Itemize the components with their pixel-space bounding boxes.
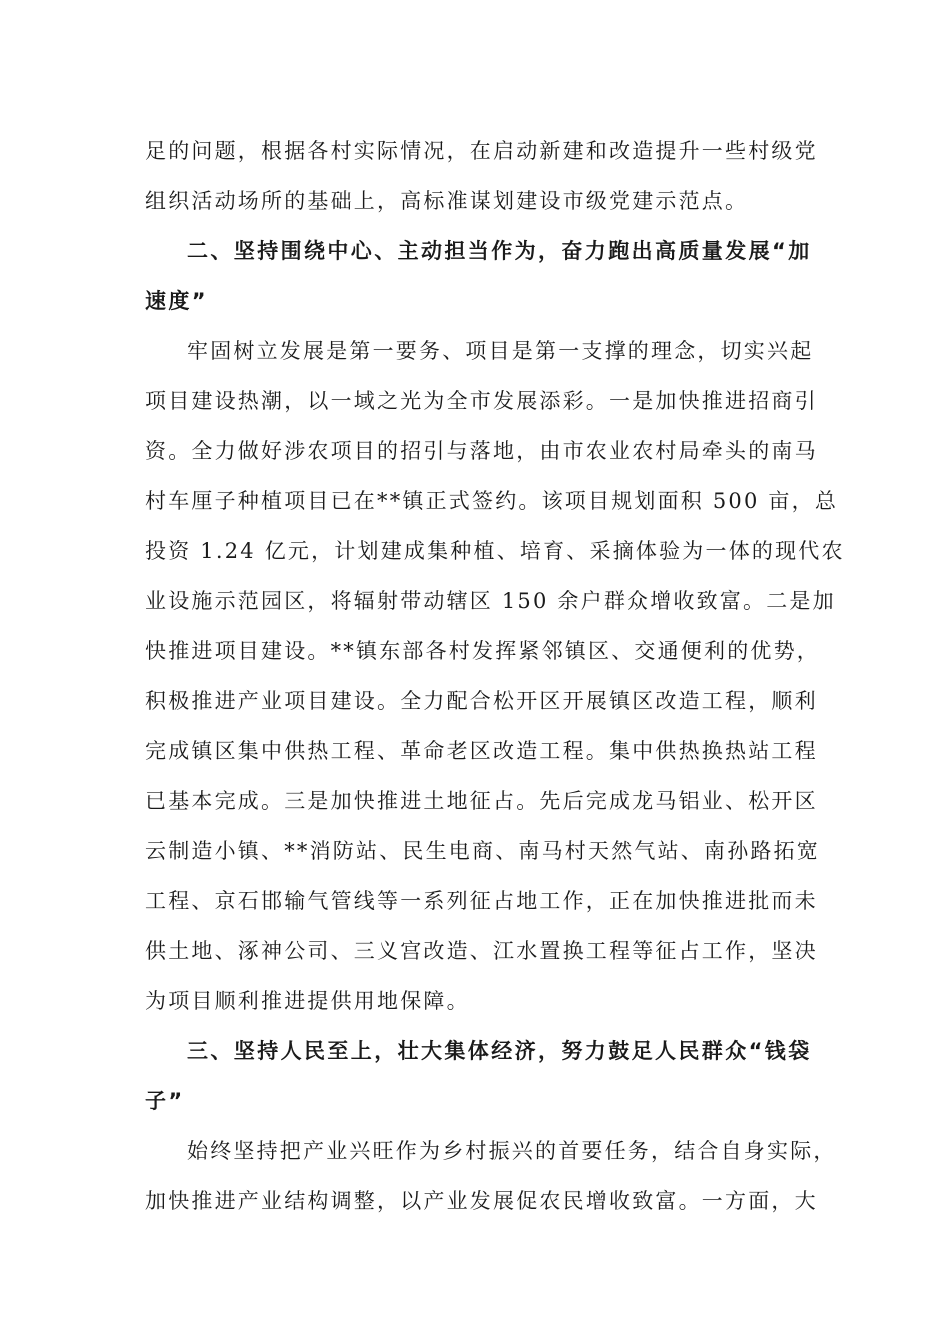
body-text-line: 投资 1.24 亿元，计划建成集种植、培育、采摘体验为一体的现代农 [145, 539, 845, 563]
body-text-line: 供土地、涿神公司、三义宫改造、江水置换工程等征占工作，坚决 [145, 939, 818, 963]
body-text-line: 云制造小镇、**消防站、民生电商、南马村天然气站、南孙路拓宽 [145, 839, 820, 863]
body-text-line: 积极推进产业项目建设。全力配合松开区开展镇区改造工程，顺利 [145, 689, 818, 713]
body-text-line: 村车厘子种植项目已在**镇正式签约。该项目规划面积 500 亩，总 [145, 489, 839, 513]
body-text-line: 已基本完成。三是加快推进土地征占。先后完成龙马铝业、松开区 [145, 789, 818, 813]
section-heading-line: 子” [145, 1089, 185, 1113]
section-heading-line: 三、坚持人民至上，壮大集体经济，努力鼓足人民群众“钱袋 [187, 1039, 812, 1063]
body-text-line: 加快推进产业结构调整，以产业发展促农民增收致富。一方面，大 [145, 1189, 818, 1213]
body-text-line: 工程、京石邯输气管线等一系列征占地工作，正在加快推进批而未 [145, 889, 818, 913]
body-text-line: 完成镇区集中供热工程、革命老区改造工程。集中供热换热站工程 [145, 739, 818, 763]
body-text-line: 足的问题，根据各村实际情况，在启动新建和改造提升一些村级党 [145, 139, 818, 163]
body-text-line: 业设施示范园区，将辐射带动辖区 150 余户群众增收致富。二是加 [145, 589, 836, 613]
body-text-line: 快推进项目建设。**镇东部各村发挥紧邻镇区、交通便利的优势， [145, 639, 820, 663]
body-text-line: 组织活动场所的基础上，高标准谋划建设市级党建示范点。 [145, 189, 749, 213]
section-heading-line: 速度” [145, 289, 209, 313]
body-text-line: 资。全力做好涉农项目的招引与落地，由市农业农村局牵头的南马 [145, 439, 818, 463]
body-text-line: 为项目顺利推进提供用地保障。 [145, 989, 470, 1013]
body-text-line: 始终坚持把产业兴旺作为乡村振兴的首要任务，结合自身实际， [187, 1139, 837, 1163]
body-text-line: 牢固树立发展是第一要务、项目是第一支撑的理念，切实兴起 [187, 339, 814, 363]
section-heading-line: 二、坚持围绕中心、主动担当作为，奋力跑出高质量发展“加 [187, 239, 812, 263]
body-text-line: 项目建设热潮，以一域之光为全市发展添彩。一是加快推进招商引 [145, 389, 818, 413]
